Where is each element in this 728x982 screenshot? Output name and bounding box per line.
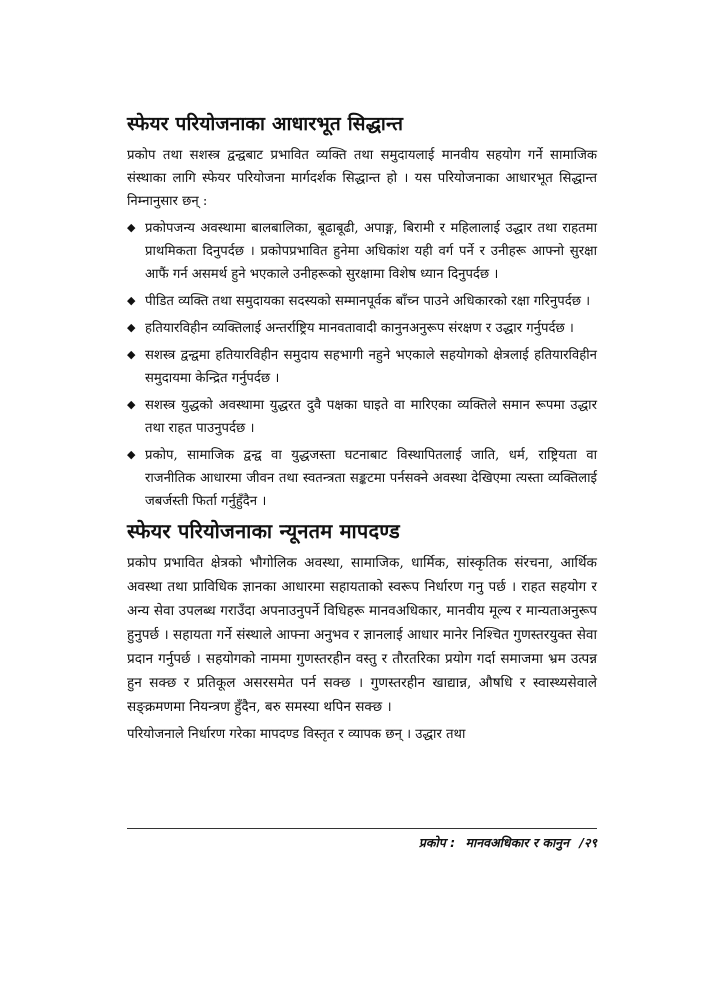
diamond-bullet-icon: ◆: [127, 294, 136, 307]
diamond-bullet-icon: ◆: [127, 448, 136, 461]
list-item-text: प्रकोपजन्य अवस्थामा बालबालिका, बूढाबूढी, अपाङ्ग, बिरामी र महिलालाई उद्धार तथा राहतमा प्राथमिकता दिनुपर्दछ । प्रकोपप्रभावित हुनेमा अधिकांश यही वर्ग पर्ने र उनीहरू आफ्नो सुरक्षा आफैं गर्न असमर्थ हुने भएकाले उनीहरूको सुरक्षामा विशेष ध्यान दिनुपर्दछ ।: [145, 221, 597, 282]
list-item: [127, 290, 597, 313]
list-item-text: सशस्त्र द्वन्द्वमा हतियारविहीन समुदाय सहभागी नहुने भएकाले सहयोगको क्षेत्रलाई हतियारविहीन समुदायमा केन्द्रित गर्नुपर्दछ ।: [145, 348, 597, 386]
continuation-paragraph: परियोजनाले निर्धारण गरेका मापदण्ड विस्तृत र व्यापक छन् । उद्धार तथा: [127, 727, 466, 742]
diamond-bullet-icon: ◆: [127, 348, 136, 361]
footer-title: प्रकोप :: [418, 835, 456, 850]
list-item: [127, 317, 597, 340]
principles-list: [127, 217, 597, 513]
list-item: [127, 394, 597, 440]
standards-paragraph: प्रकोप प्रभावित क्षेत्रको भौगोलिक अवस्था, सामाजिक, धार्मिक, सांस्कृतिक संरचना, आर्थिक अवस्था तथा प्राविधिक ज्ञानका आधारमा सहायताको स्वरूप निर्धारण गनु पर्छ । राहत सहयोग र अन्य सेवा उपलब्ध गराउँदा अपनाउनुपर्ने विधिहरू मानवअधिकार, मानवीय मूल्य र मान्यताअनुरूप हुनुपर्छ । सहायता गर्ने संस्थाले आफ्ना अनुभव र ज्ञानलाई आधार मानेर निश्चित गुणस्तरयुक्त सेवा प्रदान गर्नुपर्छ । सहयोगको नाममा गुणस्तरहीन वस्तु र तौरतरिका प्रयोग गर्दा समाजमा भ्रम उत्पन्न हुन सक्छ र प्रतिकूल असरसमेत पर्न सक्छ । गुणस्तरहीन खाद्यान्न, औषधि र स्वास्थ्यसेवाले सङ्क्रमणमा नियन्त्रण हुँदैन, बरु समस्या थपिन सक्छ ।: [127, 555, 597, 715]
section-heading-standards: स्फेयर परियोजनाका न्यूनतम मापदण्ड: [127, 519, 400, 543]
running-footer: [127, 834, 597, 851]
list-item: [127, 444, 597, 513]
list-item-text: सशस्त्र युद्धको अवस्थामा युद्धरत दुवै पक्षका घाइते वा मारिएका व्यक्तिले समान रूपमा उद्धार तथा राहत पाउनुपर्दछ ।: [145, 398, 597, 436]
list-item-text: पीडित व्यक्ति तथा समुदायका सदस्यको सम्मानपूर्वक बाँच्न पाउने अधिकारको रक्षा गरिनुपर्दछ ।: [145, 294, 591, 309]
footer-subtitle: मानवअधिकार र कानुन: [465, 835, 570, 850]
page-content: [127, 112, 597, 746]
list-item: [127, 217, 597, 286]
diamond-bullet-icon: ◆: [127, 321, 136, 334]
diamond-bullet-icon: ◆: [127, 221, 136, 234]
list-item-text: प्रकोप, सामाजिक द्वन्द्व वा युद्धजस्ता घटनाबाट विस्थापितलाई जाति, धर्म, राष्ट्रियता वा राजनीतिक आधारमा जीवन तथा स्वतन्त्रता सङ्कटमा पर्नसक्ने अवस्था देखिएमा त्यस्ता व्यक्तिलाई जबर्जस्ती फिर्ता गर्नुहुँदैन ।: [145, 448, 597, 509]
intro-paragraph: प्रकोप तथा सशस्त्र द्वन्द्वबाट प्रभावित व्यक्ति तथा समुदायलाई मानवीय सहयोग गर्ने सामाजिक संस्थाका लागि स्फेयर परियोजना मार्गदर्शक सिद्धान्त हो । यस परियोजनाका आधारभूत सिद्धान्त निम्नानुसार छन् :: [127, 148, 597, 209]
section-heading-principles: स्फेयर परियोजनाका आधारभूत सिद्धान्त: [127, 113, 404, 135]
footer-divider: [127, 828, 597, 829]
list-item-text: हतियारविहीन व्यक्तिलाई अन्तर्राष्ट्रिय मानवतावादी कानुनअनुरूप संरक्षण र उद्धार गर्नुपर्दछ ।: [145, 321, 574, 336]
page-number: /२९: [579, 835, 597, 850]
list-item: [127, 344, 597, 390]
diamond-bullet-icon: ◆: [127, 398, 136, 411]
